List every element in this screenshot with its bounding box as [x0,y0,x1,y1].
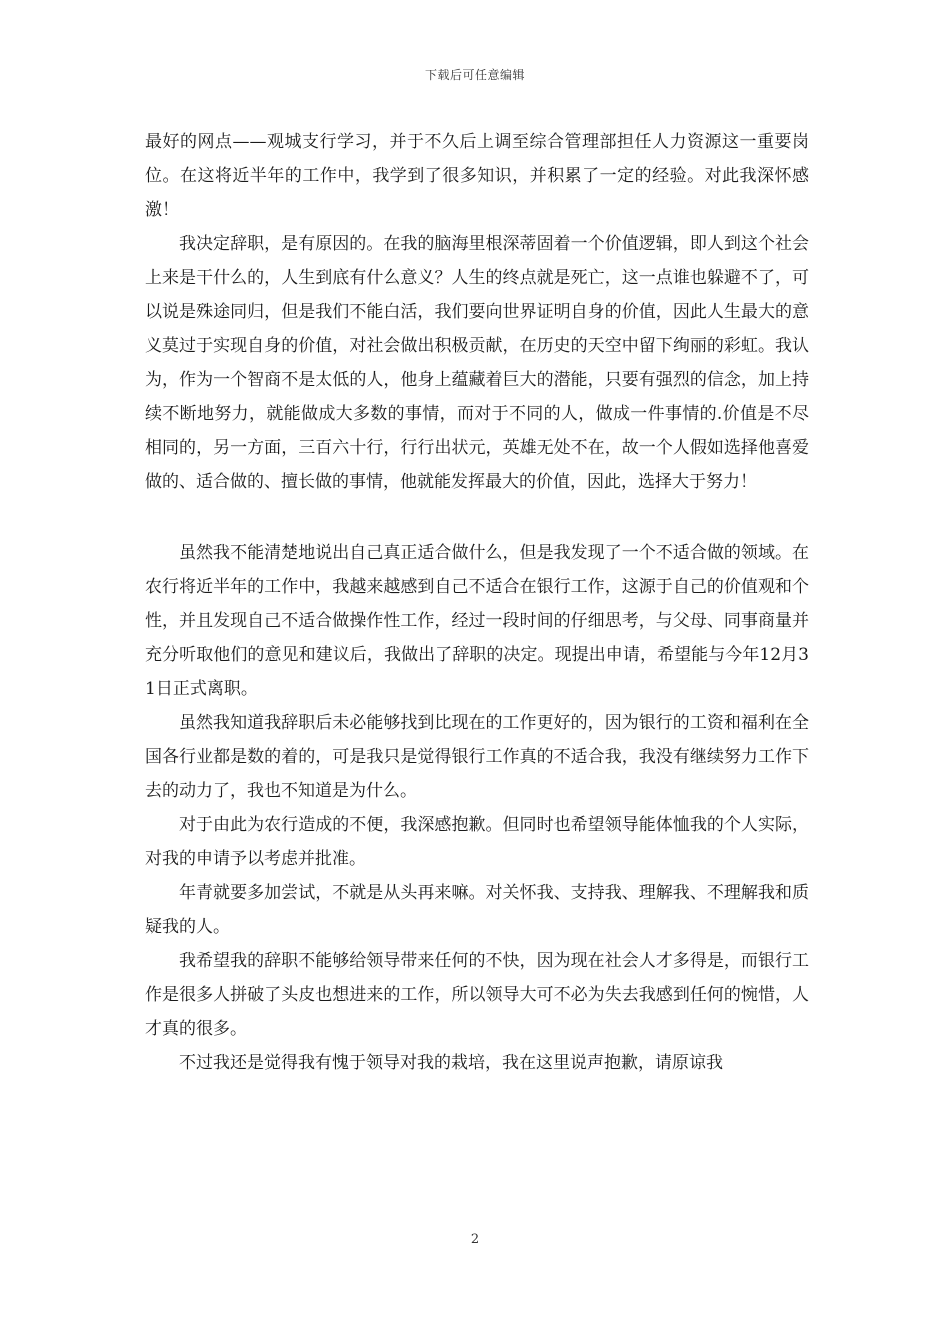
paragraph-1: 最好的网点——观城支行学习，并于不久后上调至综合管理部担任人力资源这一重要岗位。在这将近半年的工作中，我学到了很多知识，并积累了一定的经验。对此我深怀感激！ [145,132,809,220]
paragraph-5: 对于由此为农行造成的不便，我深感抱歉。但同时也希望领导能体恤我的个人实际，对我的申请予以考虑并批准。 [145,815,809,869]
paragraph-6: 年青就要多加尝试，不就是从头再来嘛。对关怀我、支持我、理解我、不理解我和质疑我的人。 [145,883,809,937]
paragraph-7: 我希望我的辞职不能够给领导带来任何的不快，因为现在社会人才多得是，而银行工作是很多人拼破了头皮也想进来的工作，所以领导大可不必为失去我感到任何的惋惜，人才真的很多。 [145,951,809,1039]
document-body [145,125,809,1080]
paragraph-4: 虽然我知道我辞职后未必能够找到比现在的工作更好的，因为银行的工资和福利在全国各行业都是数的着的，可是我只是觉得银行工作真的不适合我，我没有继续努力工作下去的动力了，我也不知道是为什么。 [145,713,809,801]
paragraph-2: 我决定辞职，是有原因的。在我的脑海里根深蒂固着一个价值逻辑，即人到这个社会上来是干什么的，人生到底有什么意义？人生的终点就是死亡，这一点谁也躲避不了，可以说是殊途同归，但是我们不能白活，我们要向世界证明自身的价值，因此人生最大的意义莫过于实现自身的价值，对社会做出积极贡献，在历史的天空中留下绚丽的彩虹。我认为，作为一个智商不是太低的人，他身上蕴藏着巨大的潜能，只要有强烈的信念，加上持续不断地努力，就能做成大多数的事情，而对于不同的人，做成一件事情的.价值是不尽相同的，另一方面，三百六十行，行行出状元，英雄无处不在，故一个人假如选择他喜爱做的、适合做的、擅长做的事情，他就能发挥最大的价值，因此，选择大于努力！ [145,234,809,492]
paragraph-3: 虽然我不能清楚地说出自己真正适合做什么，但是我发现了一个不适合做的领域。在农行将近半年的工作中，我越来越感到自己不适合在银行工作，这源于自己的价值观和个性，并且发现自己不适合做操作性工作，经过一段时间的仔细思考，与父母、同事商量并充分听取他们的意见和建议后，我做出了辞职的决定。现提出申请，希望能与今年12月31日正式离职。 [145,543,809,699]
paragraph-8: 不过我还是觉得我有愧于领导对我的栽培，我在这里说声抱歉，请原谅我 [179,1053,723,1073]
page-number: 2 [470,1232,480,1247]
page-header: 下载后可任意编辑 [424,68,525,82]
